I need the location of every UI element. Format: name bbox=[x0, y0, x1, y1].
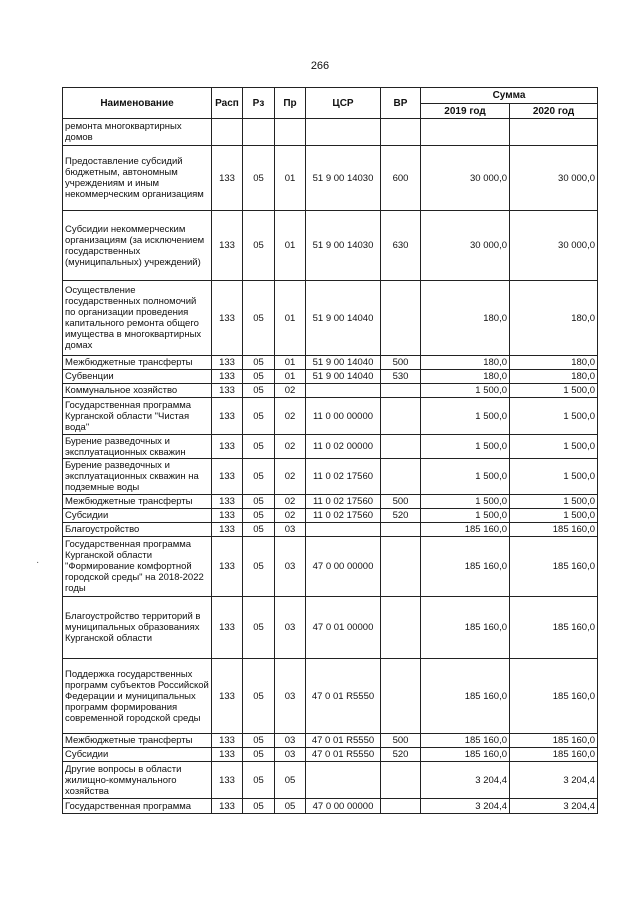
row-sum-2020: 185 160,0 bbox=[510, 734, 598, 748]
row-csr: 11 0 02 17560 bbox=[306, 509, 381, 523]
row-pr: 03 bbox=[275, 597, 306, 659]
row-sum-2020: 1 500,0 bbox=[510, 398, 598, 435]
table-row bbox=[63, 495, 598, 509]
row-sum-2020: 185 160,0 bbox=[510, 523, 598, 537]
row-csr: 51 9 00 14030 bbox=[306, 146, 381, 211]
header-rz: Рз bbox=[243, 88, 275, 119]
row-csr: 51 9 00 14030 bbox=[306, 211, 381, 281]
row-vr bbox=[381, 281, 421, 356]
row-vr bbox=[381, 523, 421, 537]
row-pr: 01 bbox=[275, 211, 306, 281]
row-rz: 05 bbox=[243, 435, 275, 459]
row-rasp: 133 bbox=[212, 281, 243, 356]
row-vr bbox=[381, 459, 421, 495]
row-sum-2019: 1 500,0 bbox=[421, 384, 510, 398]
row-sum-2020: 1 500,0 bbox=[510, 459, 598, 495]
table-row bbox=[63, 762, 598, 799]
row-name: Благоустройство территорий в муниципальных образованиях Курганской области bbox=[63, 597, 212, 659]
row-rz: 05 bbox=[243, 762, 275, 799]
row-pr: 03 bbox=[275, 734, 306, 748]
row-vr bbox=[381, 398, 421, 435]
row-sum-2019: 3 204,4 bbox=[421, 762, 510, 799]
row-sum-2020: 180,0 bbox=[510, 370, 598, 384]
row-rz: 05 bbox=[243, 734, 275, 748]
row-rz: 05 bbox=[243, 495, 275, 509]
header-name: Наименование bbox=[63, 88, 212, 119]
row-pr: 03 bbox=[275, 537, 306, 597]
row-rasp: 133 bbox=[212, 384, 243, 398]
table-row bbox=[63, 523, 598, 537]
row-vr bbox=[381, 384, 421, 398]
row-csr bbox=[306, 523, 381, 537]
row-vr bbox=[381, 659, 421, 734]
header-sum: Сумма bbox=[421, 88, 598, 104]
table-row bbox=[63, 211, 598, 281]
row-rz: 05 bbox=[243, 356, 275, 370]
row-sum-2020: 185 160,0 bbox=[510, 659, 598, 734]
row-name: Осуществление государственных полномочий по организации проведения капитального ремонта общего имущества в многоквартирных домах bbox=[63, 281, 212, 356]
row-name: Поддержка государственных программ субъектов Российской Федерации и муниципальных программ формирования современной городской среды bbox=[63, 659, 212, 734]
header-vr: ВР bbox=[381, 88, 421, 119]
table-row bbox=[63, 537, 598, 597]
row-sum-2019: 3 204,4 bbox=[421, 799, 510, 814]
table-row bbox=[63, 435, 598, 459]
row-rasp: 133 bbox=[212, 398, 243, 435]
row-sum-2020: 30 000,0 bbox=[510, 146, 598, 211]
table-row bbox=[63, 799, 598, 814]
budget-table bbox=[62, 87, 598, 814]
row-rasp: 133 bbox=[212, 762, 243, 799]
header-csr: ЦСР bbox=[306, 88, 381, 119]
row-vr bbox=[381, 119, 421, 146]
row-rz: 05 bbox=[243, 459, 275, 495]
row-vr: 500 bbox=[381, 356, 421, 370]
header-year-2020: 2020 год bbox=[510, 104, 598, 119]
row-sum-2020 bbox=[510, 119, 598, 146]
row-csr: 47 0 00 00000 bbox=[306, 537, 381, 597]
row-csr: 51 9 00 14040 bbox=[306, 370, 381, 384]
row-rasp: 133 bbox=[212, 211, 243, 281]
row-sum-2020: 3 204,4 bbox=[510, 762, 598, 799]
row-pr: 03 bbox=[275, 659, 306, 734]
row-sum-2019: 180,0 bbox=[421, 370, 510, 384]
row-vr: 530 bbox=[381, 370, 421, 384]
row-sum-2019: 185 160,0 bbox=[421, 734, 510, 748]
header-rasp: Расп bbox=[212, 88, 243, 119]
row-name: Бурение разведочных и эксплуатационных скважин bbox=[63, 435, 212, 459]
row-name: Коммунальное хозяйство bbox=[63, 384, 212, 398]
row-rz: 05 bbox=[243, 398, 275, 435]
row-vr: 500 bbox=[381, 495, 421, 509]
row-pr: 03 bbox=[275, 748, 306, 762]
row-sum-2020: 185 160,0 bbox=[510, 537, 598, 597]
row-sum-2020: 1 500,0 bbox=[510, 435, 598, 459]
row-rz: 05 bbox=[243, 799, 275, 814]
row-csr: 47 0 01 R5550 bbox=[306, 659, 381, 734]
row-vr bbox=[381, 537, 421, 597]
row-pr: 02 bbox=[275, 398, 306, 435]
row-rasp: 133 bbox=[212, 356, 243, 370]
row-pr: 01 bbox=[275, 146, 306, 211]
header-year-2019: 2019 год bbox=[421, 104, 510, 119]
row-vr: 520 bbox=[381, 509, 421, 523]
table-row bbox=[63, 509, 598, 523]
row-pr: 02 bbox=[275, 384, 306, 398]
row-pr: 02 bbox=[275, 435, 306, 459]
row-name: Благоустройство bbox=[63, 523, 212, 537]
row-sum-2019: 180,0 bbox=[421, 356, 510, 370]
row-rasp: 133 bbox=[212, 748, 243, 762]
header-pr: Пр bbox=[275, 88, 306, 119]
row-rasp: 133 bbox=[212, 799, 243, 814]
row-name: Субвенции bbox=[63, 370, 212, 384]
row-sum-2019: 1 500,0 bbox=[421, 459, 510, 495]
row-name: Предоставление субсидий бюджетным, автономным учреждениям и иным некоммерческим организациям bbox=[63, 146, 212, 211]
row-sum-2019: 1 500,0 bbox=[421, 495, 510, 509]
row-pr: 02 bbox=[275, 459, 306, 495]
row-sum-2020: 1 500,0 bbox=[510, 509, 598, 523]
row-rz: 05 bbox=[243, 523, 275, 537]
row-sum-2019: 30 000,0 bbox=[421, 146, 510, 211]
row-rasp bbox=[212, 119, 243, 146]
row-rz: 05 bbox=[243, 281, 275, 356]
table-row bbox=[63, 146, 598, 211]
row-rz: 05 bbox=[243, 659, 275, 734]
row-vr: 520 bbox=[381, 748, 421, 762]
row-csr: 47 0 00 00000 bbox=[306, 799, 381, 814]
row-name: Государственная программа Курганской области "Чистая вода" bbox=[63, 398, 212, 435]
table-row bbox=[63, 659, 598, 734]
row-csr bbox=[306, 762, 381, 799]
row-pr: 01 bbox=[275, 356, 306, 370]
row-rz: 05 bbox=[243, 384, 275, 398]
row-vr: 630 bbox=[381, 211, 421, 281]
row-sum-2020: 180,0 bbox=[510, 356, 598, 370]
row-sum-2020: 3 204,4 bbox=[510, 799, 598, 814]
row-csr: 47 0 01 00000 bbox=[306, 597, 381, 659]
row-pr: 01 bbox=[275, 370, 306, 384]
row-csr: 11 0 02 17560 bbox=[306, 459, 381, 495]
row-sum-2020: 1 500,0 bbox=[510, 495, 598, 509]
row-pr: 02 bbox=[275, 495, 306, 509]
row-name: Государственная программа bbox=[63, 799, 212, 814]
row-name: Бурение разведочных и эксплуатационных скважин на подземные воды bbox=[63, 459, 212, 495]
row-vr: 600 bbox=[381, 146, 421, 211]
row-pr: 03 bbox=[275, 523, 306, 537]
row-sum-2020: 1 500,0 bbox=[510, 384, 598, 398]
row-rz: 05 bbox=[243, 597, 275, 659]
row-csr bbox=[306, 119, 381, 146]
row-rz: 05 bbox=[243, 509, 275, 523]
row-sum-2019: 1 500,0 bbox=[421, 509, 510, 523]
row-pr bbox=[275, 119, 306, 146]
row-sum-2019: 185 160,0 bbox=[421, 537, 510, 597]
row-csr bbox=[306, 384, 381, 398]
row-rasp: 133 bbox=[212, 734, 243, 748]
row-vr bbox=[381, 799, 421, 814]
row-rasp: 133 bbox=[212, 659, 243, 734]
row-rz: 05 bbox=[243, 146, 275, 211]
row-csr: 11 0 02 17560 bbox=[306, 495, 381, 509]
row-rasp: 133 bbox=[212, 537, 243, 597]
row-sum-2020: 30 000,0 bbox=[510, 211, 598, 281]
row-name: Другие вопросы в области жилищно-коммунального хозяйства bbox=[63, 762, 212, 799]
table-row bbox=[63, 597, 598, 659]
table-row bbox=[63, 384, 598, 398]
row-pr: 05 bbox=[275, 762, 306, 799]
table-row bbox=[63, 281, 598, 356]
row-csr: 47 0 01 R5550 bbox=[306, 748, 381, 762]
row-rasp: 133 bbox=[212, 495, 243, 509]
row-rasp: 133 bbox=[212, 523, 243, 537]
row-rasp: 133 bbox=[212, 597, 243, 659]
row-name: Межбюджетные трансферты bbox=[63, 495, 212, 509]
table-body bbox=[63, 119, 598, 814]
row-name: Государственная программа Курганской области "Формирование комфортной городской среды" на 2018-2022 годы bbox=[63, 537, 212, 597]
row-name: Субсидии bbox=[63, 509, 212, 523]
row-rz bbox=[243, 119, 275, 146]
row-sum-2020: 185 160,0 bbox=[510, 748, 598, 762]
row-rz: 05 bbox=[243, 537, 275, 597]
row-name: Межбюджетные трансферты bbox=[63, 356, 212, 370]
row-sum-2019: 185 160,0 bbox=[421, 748, 510, 762]
row-csr: 51 9 00 14040 bbox=[306, 356, 381, 370]
row-name: ремонта многоквартирных домов bbox=[63, 119, 212, 146]
row-pr: 01 bbox=[275, 281, 306, 356]
row-sum-2020: 185 160,0 bbox=[510, 597, 598, 659]
row-sum-2019: 185 160,0 bbox=[421, 597, 510, 659]
row-sum-2019: 1 500,0 bbox=[421, 398, 510, 435]
table-row bbox=[63, 370, 598, 384]
margin-mark: · bbox=[36, 557, 40, 568]
row-sum-2019: 1 500,0 bbox=[421, 435, 510, 459]
row-pr: 02 bbox=[275, 509, 306, 523]
table-row bbox=[63, 459, 598, 495]
row-name: Межбюджетные трансферты bbox=[63, 734, 212, 748]
row-csr: 11 0 02 00000 bbox=[306, 435, 381, 459]
row-sum-2019 bbox=[421, 119, 510, 146]
row-rz: 05 bbox=[243, 211, 275, 281]
row-sum-2019: 180,0 bbox=[421, 281, 510, 356]
row-name: Субсидии некоммерческим организациям (за исключением государственных (муниципальных) учреждений) bbox=[63, 211, 212, 281]
table-row bbox=[63, 734, 598, 748]
row-sum-2019: 185 160,0 bbox=[421, 523, 510, 537]
page-number: 266 bbox=[310, 60, 330, 72]
row-rasp: 133 bbox=[212, 146, 243, 211]
row-rz: 05 bbox=[243, 370, 275, 384]
table-row bbox=[63, 748, 598, 762]
row-csr: 51 9 00 14040 bbox=[306, 281, 381, 356]
row-rasp: 133 bbox=[212, 509, 243, 523]
row-pr: 05 bbox=[275, 799, 306, 814]
row-vr bbox=[381, 597, 421, 659]
row-rz: 05 bbox=[243, 748, 275, 762]
row-rasp: 133 bbox=[212, 459, 243, 495]
row-vr bbox=[381, 762, 421, 799]
row-sum-2020: 180,0 bbox=[510, 281, 598, 356]
row-rasp: 133 bbox=[212, 435, 243, 459]
row-vr bbox=[381, 435, 421, 459]
row-name: Субсидии bbox=[63, 748, 212, 762]
table-row bbox=[63, 356, 598, 370]
table-row bbox=[63, 119, 598, 146]
row-csr: 47 0 01 R5550 bbox=[306, 734, 381, 748]
row-rasp: 133 bbox=[212, 370, 243, 384]
table-row bbox=[63, 398, 598, 435]
row-sum-2019: 30 000,0 bbox=[421, 211, 510, 281]
row-vr: 500 bbox=[381, 734, 421, 748]
row-sum-2019: 185 160,0 bbox=[421, 659, 510, 734]
row-csr: 11 0 00 00000 bbox=[306, 398, 381, 435]
